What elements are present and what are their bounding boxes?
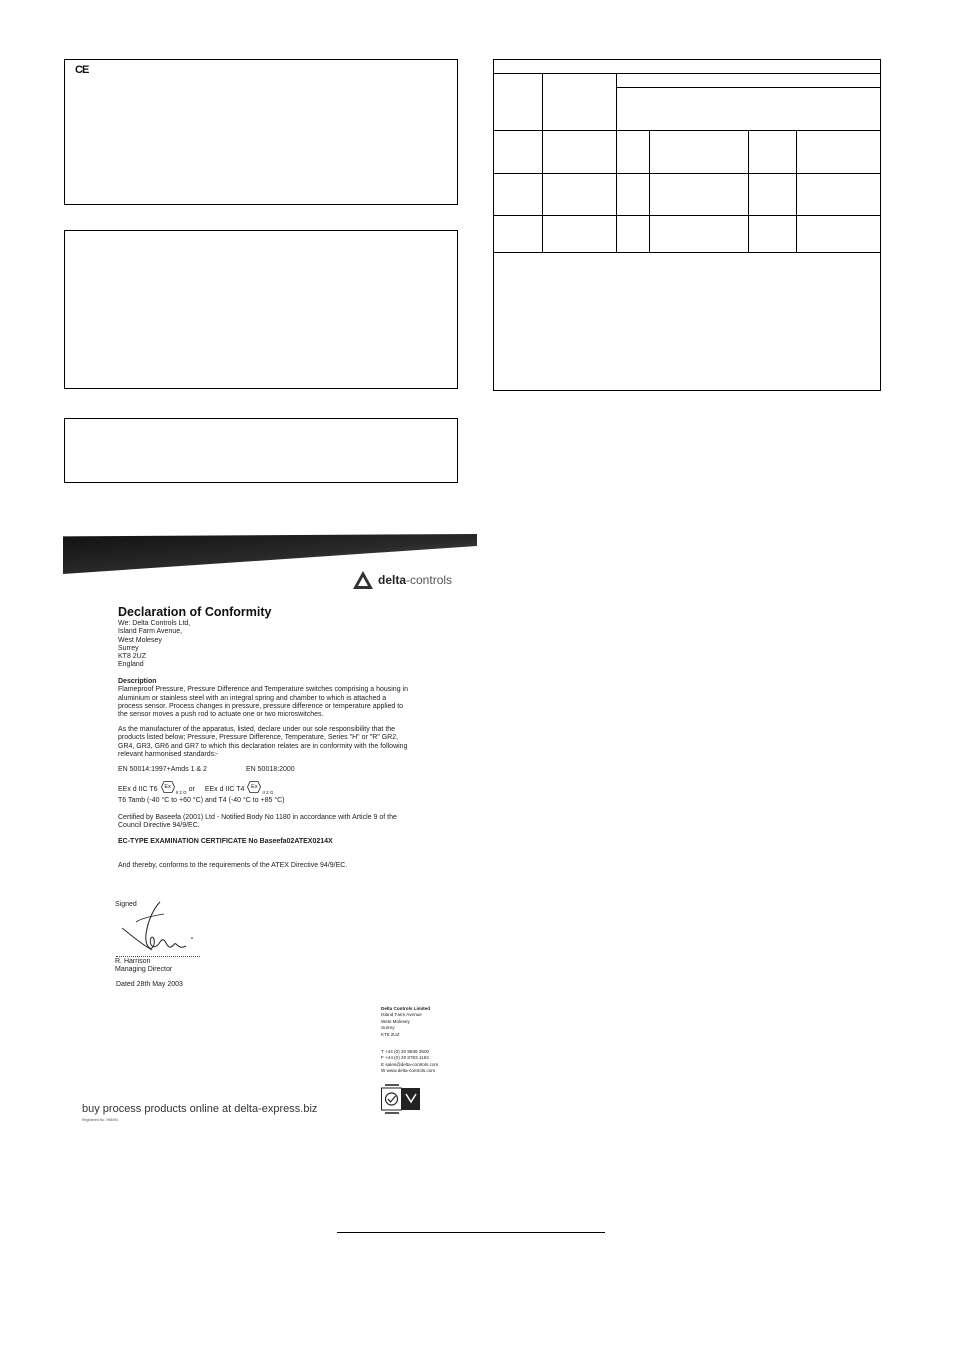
ex-hexagon-icon	[161, 781, 175, 793]
description-line: process sensor. Process changes in pressure, pressure difference or temperature applied to	[118, 702, 404, 710]
standard-1: EN 50014:1997+Amds 1 & 2	[118, 766, 207, 773]
statement-line: relevant harmonised standards:-	[118, 750, 219, 758]
registration-number: Registered No. 998494	[82, 1118, 118, 1122]
address-line: Island Farm Avenue,	[118, 628, 183, 636]
page-rule	[337, 1232, 605, 1233]
footer-address-line: Island Farm Avenue	[381, 1012, 422, 1018]
specification-table	[493, 59, 881, 391]
description-line: Flameproof Pressure, Pressure Difference and Temperature switches comprising a housing in	[118, 686, 408, 694]
ex-symbol-text: Ex	[164, 783, 171, 790]
certified-line: Certified by Baseefa (2001) Ltd - Notified Body No 1180 in accordance with Article 9 of the	[118, 814, 397, 821]
manufacturer-statement	[118, 726, 428, 759]
description-heading: Description	[118, 678, 157, 685]
signer-block	[115, 958, 235, 975]
brand-logo	[352, 570, 452, 590]
footer-address	[381, 1006, 491, 1038]
footer-phone: T +44 (0) 20 8939 3500	[381, 1049, 430, 1054]
dated-line: Dated 28th May 2003	[116, 981, 183, 988]
group-2: II 2 G	[262, 789, 274, 795]
table-rule	[494, 173, 880, 174]
table-col-rule	[649, 130, 650, 252]
signature-line	[116, 956, 200, 957]
marking-line	[118, 784, 438, 796]
statement-line: GR4, GR3, GR6 and GR7 to which this declaration relates are in conformity with the following	[118, 742, 408, 750]
footer-tagline: buy process products online at delta-express.biz	[82, 1103, 318, 1115]
brand-name-bold: delta	[378, 573, 407, 587]
table-col-rule	[542, 73, 543, 252]
footer-address-line: Surrey	[381, 1025, 395, 1031]
certificate-number: EC-TYPE EXAMINATION CERTIFICATE No Baseefa02ATEX0214X	[118, 838, 333, 845]
marking-1: EEx d IIC T6	[118, 785, 158, 793]
table-rule	[494, 252, 880, 253]
footer-company: Delta Controls Limited	[381, 1006, 431, 1011]
certified-line: Council Directive 94/9/EC.	[118, 822, 200, 830]
header-banner	[63, 534, 477, 574]
brand-name-light: -controls	[406, 573, 453, 587]
quality-mark-icon	[381, 1084, 421, 1116]
table-rule	[494, 130, 880, 131]
table-col-rule	[748, 130, 749, 252]
statement-line: products listed below; Pressure, Pressure Difference, Temperature, Series "H" or "R" GR2,	[118, 734, 399, 742]
marking-2: EEx d IIC T4	[204, 785, 245, 793]
address-line: KT8 2UZ	[118, 653, 147, 661]
standard-2: EN 50018:2000	[246, 766, 295, 773]
ex-hexagon-icon	[247, 781, 261, 793]
declaration-title: Declaration of Conformity	[118, 605, 272, 619]
lower-info-box	[64, 418, 458, 483]
temperature-range: T6 Tamb (-40 °C to +60 °C) and T4 (-40 °C to +85 °C)	[118, 797, 285, 804]
upper-info-box	[64, 59, 458, 205]
atex-conformity: And thereby, conforms to the requirements of the ATEX Directive 94/9/EC.	[118, 862, 348, 869]
signed-label: Signed	[115, 901, 137, 908]
signature-icon	[118, 898, 198, 958]
certification-badges	[381, 1084, 421, 1116]
statement-line: As the manufacturer of the apparatus, listed, declare under our sole responsibility that the	[118, 726, 396, 733]
footer-address-line: West Molesey	[381, 1018, 410, 1024]
footer-address-line: KT8 2UZ	[381, 1031, 400, 1037]
marking-or: or	[188, 785, 195, 793]
ex-symbol-text: Ex	[251, 783, 258, 790]
table-rule	[617, 87, 880, 88]
description-line: the sensor moves a push rod to actuate one or two microswitches.	[118, 711, 324, 719]
address-line: West Molesey	[118, 636, 162, 644]
brand-name	[378, 573, 452, 587]
footer-web: W www.delta-controls.com	[381, 1068, 436, 1074]
ce-mark-icon: CE	[75, 64, 89, 76]
table-col-rule	[616, 73, 617, 252]
signer-name: R. Harrison	[115, 958, 151, 965]
certified-by	[118, 814, 428, 831]
table-rule	[494, 215, 880, 216]
delta-triangle-icon	[352, 570, 374, 590]
description-section	[118, 678, 428, 719]
address-line: England	[118, 661, 144, 669]
footer-fax: F +44 (0) 20 8783 1163	[381, 1055, 429, 1061]
middle-info-box	[64, 230, 458, 389]
description-line: aluminium or stainless steel with an integral spring and chamber to which is attached a	[118, 694, 387, 702]
footer-contacts	[381, 1049, 491, 1075]
address-line: Surrey	[118, 644, 139, 652]
table-rule	[494, 73, 880, 74]
table-col-rule	[796, 130, 797, 252]
signer-title: Managing Director	[115, 966, 173, 974]
group-1: II 2 G	[175, 789, 187, 795]
declaration-address	[118, 620, 428, 670]
address-line: We: Delta Controls Ltd,	[118, 620, 191, 627]
footer-email: E sales@delta-controls.com	[381, 1061, 439, 1067]
